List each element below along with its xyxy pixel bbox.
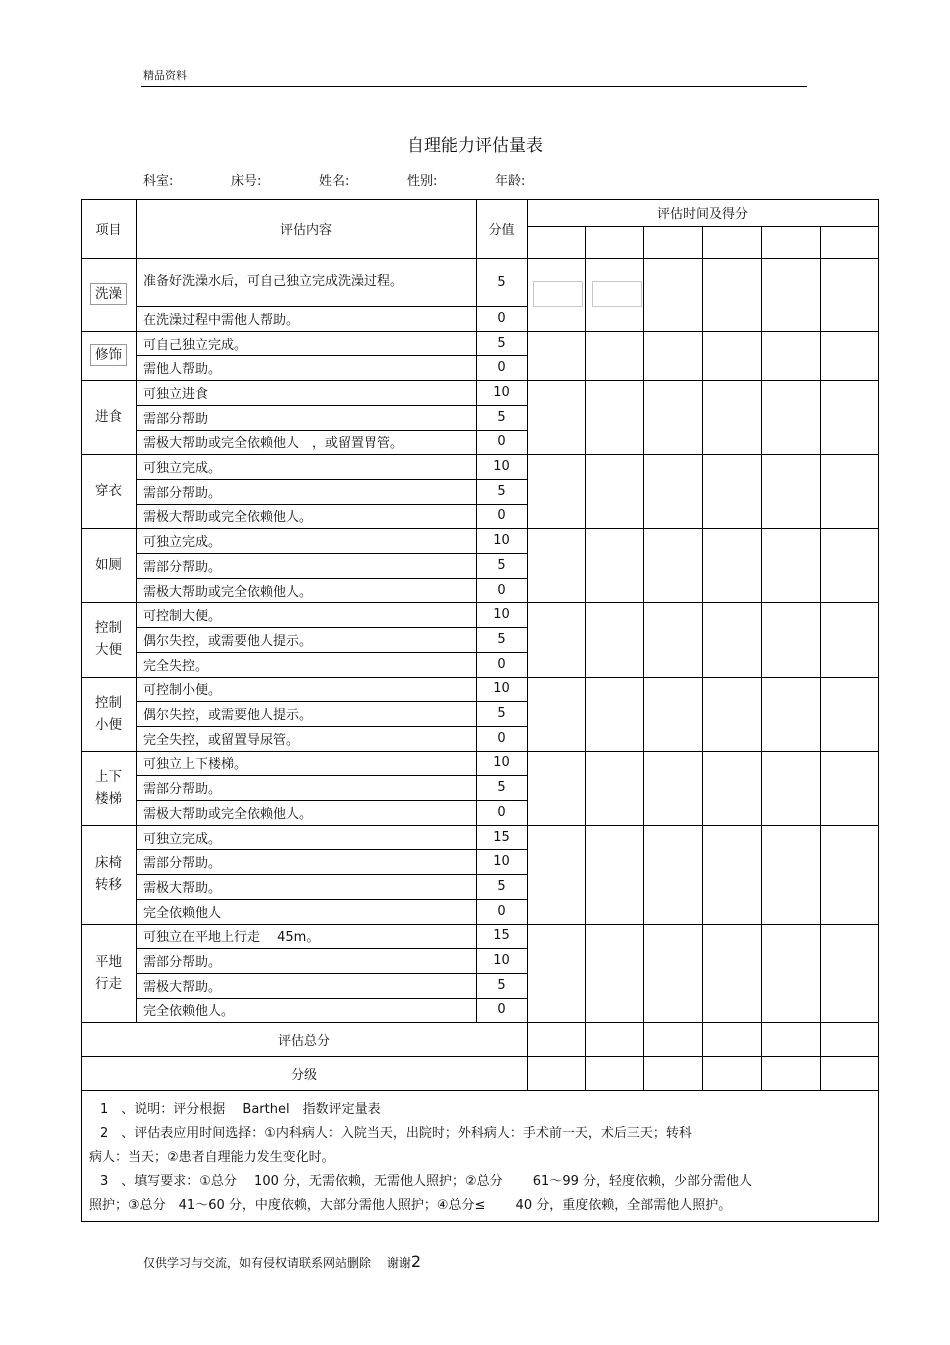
category-cell — [81, 924, 136, 1023]
table-right-border — [878, 199, 879, 1222]
content-cell — [136, 701, 476, 726]
field-gender: 性别: — [407, 174, 438, 189]
score-cell — [476, 998, 527, 1023]
score-cell — [476, 726, 527, 751]
score-cell-text: 10 — [493, 854, 510, 870]
score-cell — [476, 405, 527, 430]
header-item — [81, 199, 136, 258]
content-text: 可独立进食 — [143, 386, 209, 402]
category-name: 修饰 — [90, 344, 127, 366]
time-column-line — [585, 226, 586, 1090]
score-cell — [476, 355, 527, 380]
content-cell — [136, 726, 476, 751]
score-cell-text: 0 — [497, 804, 506, 820]
header-content — [136, 199, 476, 258]
field-bed-number: 床号: — [231, 174, 262, 189]
score-cell — [476, 528, 527, 553]
content-cell — [136, 874, 476, 899]
content-text: 可控制大便。 — [143, 609, 222, 625]
field-age: 年龄: — [495, 174, 526, 189]
content-cell — [136, 849, 476, 874]
content-text: 完全失控。 — [143, 658, 209, 674]
header-assessment-time — [527, 199, 878, 226]
category-cell — [81, 258, 136, 331]
content-text: 可独立完成。 — [143, 831, 222, 847]
category-cell — [81, 331, 136, 380]
content-text: 准备好洗澡水后，可自己独立完成洗澡过程。 — [143, 274, 404, 289]
score-cell — [476, 652, 527, 677]
score-cell-text: 10 — [493, 607, 510, 623]
total-score-label — [81, 1022, 527, 1056]
time-column-line — [761, 226, 762, 1090]
score-cell — [476, 825, 527, 850]
category-name: 平地行走 — [95, 953, 122, 992]
header-time-divider — [527, 226, 879, 227]
content-cell — [136, 825, 476, 850]
score-cell-text: 0 — [497, 656, 506, 672]
score-entry-box[interactable] — [533, 281, 583, 307]
score-cell-text: 0 — [497, 582, 506, 598]
score-cell-text: 0 — [497, 310, 506, 326]
content-text: 可自己独立完成。 — [143, 337, 248, 353]
category-cell — [81, 380, 136, 454]
score-cell-text: 5 — [497, 483, 506, 499]
content-text: 偶尔失控，或需要他人提示。 — [143, 633, 313, 649]
content-cell — [136, 504, 476, 529]
header-score — [476, 199, 527, 258]
grade-divider — [81, 1090, 879, 1091]
content-cell — [136, 454, 476, 479]
category-cell — [81, 751, 136, 825]
content-text: 完全失控，或留置导尿管。 — [143, 732, 300, 748]
content-cell — [136, 355, 476, 380]
category-cell — [81, 454, 136, 528]
content-text: 可独立完成。 — [143, 461, 222, 477]
score-cell-text: 5 — [497, 780, 506, 796]
table-bottom-border — [81, 1221, 879, 1222]
content-cell — [136, 405, 476, 430]
field-department: 科室: — [143, 174, 174, 189]
content-cell — [136, 553, 476, 578]
category-cell — [81, 825, 136, 924]
score-cell-text: 15 — [493, 829, 510, 845]
score-column-line — [527, 199, 528, 1090]
content-text: 需极大帮助或完全依赖他人 ，或留置胃管。 — [143, 436, 404, 452]
content-cell — [136, 677, 476, 702]
category-name: 上下楼梯 — [95, 768, 122, 807]
category-cell — [81, 528, 136, 602]
score-cell — [476, 602, 527, 627]
content-cell — [136, 479, 476, 504]
item-column-line — [136, 199, 137, 1022]
score-cell-text: 0 — [497, 360, 506, 376]
time-column-line — [702, 226, 703, 1090]
score-cell — [476, 306, 527, 331]
score-cell-text: 10 — [493, 755, 510, 771]
score-cell-text: 5 — [497, 274, 506, 290]
page-footer — [143, 1252, 421, 1271]
score-cell-text: 10 — [493, 953, 510, 969]
grade-label-text: 分级 — [290, 1067, 317, 1083]
content-text: 需部分帮助。 — [143, 955, 222, 971]
score-cell — [476, 775, 527, 800]
note-line: 照护；③总分 41～60 分，中度依赖，大部分需他人照护；④总分≤ 40 分，重度依赖，全部需他人照护。 — [89, 1198, 732, 1213]
total-score-label-text: 评估总分 — [277, 1033, 330, 1049]
time-column-line — [820, 226, 821, 1090]
header-item-text: 项目 — [95, 223, 122, 238]
score-cell-text: 10 — [493, 681, 510, 697]
table-top-border — [81, 199, 879, 200]
category-name: 进食 — [95, 409, 122, 426]
header-divider — [141, 86, 807, 87]
header-assessment-time-text: 评估时间及得分 — [656, 207, 748, 222]
content-text: 偶尔失控，或需要他人提示。 — [143, 708, 313, 724]
score-cell — [476, 578, 527, 603]
score-cell-text: 5 — [497, 335, 506, 351]
score-cell-text: 0 — [497, 730, 506, 746]
score-cell-text: 0 — [497, 903, 506, 919]
field-name: 姓名: — [319, 174, 350, 189]
content-cell — [136, 924, 476, 949]
note-line: 3 、填写要求：①总分 100 分，无需依赖，无需他人照护；②总分 61～99 分，轻度依赖，少部分需他人 — [100, 1174, 753, 1189]
score-cell-text: 5 — [497, 409, 506, 425]
content-cell — [136, 528, 476, 553]
document-title: 自理能力评估量表 — [407, 136, 543, 156]
score-cell-text: 10 — [493, 384, 510, 400]
content-cell — [136, 948, 476, 973]
page-number: 2 — [410, 1252, 422, 1271]
content-cell — [136, 775, 476, 800]
content-text: 需部分帮助。 — [143, 782, 222, 798]
category-name: 如厕 — [95, 557, 122, 574]
content-cell — [136, 800, 476, 825]
content-cell — [136, 627, 476, 652]
score-cell — [476, 380, 527, 405]
content-cell — [136, 998, 476, 1023]
score-cell — [476, 899, 527, 924]
note-line: 2 、评估表应用时间选择：①内科病人：入院当天，出院时；外科病人：手术前一天，术后三天；转科 — [100, 1126, 692, 1141]
header-score-text: 分值 — [488, 223, 515, 238]
score-cell — [476, 924, 527, 949]
score-cell — [476, 258, 527, 306]
category-cell — [81, 602, 136, 676]
category-name: 穿衣 — [95, 483, 122, 500]
content-text: 需极大帮助或完全依赖他人。 — [143, 510, 313, 526]
grade-label — [81, 1056, 527, 1090]
score-cell — [476, 800, 527, 825]
content-cell — [136, 973, 476, 998]
content-text: 完全依赖他人 — [143, 905, 222, 921]
content-text: 需部分帮助。 — [143, 559, 222, 575]
content-cell — [136, 899, 476, 924]
score-cell — [476, 973, 527, 998]
score-cell — [476, 454, 527, 479]
content-cell — [136, 751, 476, 776]
score-cell — [476, 874, 527, 899]
score-cell — [476, 677, 527, 702]
score-cell-text: 5 — [497, 557, 506, 573]
score-cell-text: 0 — [497, 434, 506, 450]
content-cell — [136, 430, 476, 455]
score-cell — [476, 553, 527, 578]
content-text: 需部分帮助。 — [143, 856, 222, 872]
content-text: 需部分帮助 — [143, 411, 209, 427]
content-cell — [136, 306, 476, 331]
score-cell — [476, 948, 527, 973]
score-cell-text: 5 — [497, 631, 506, 647]
score-cell — [476, 849, 527, 874]
category-name: 控制大便 — [95, 620, 122, 659]
score-cell — [476, 331, 527, 356]
content-text: 可独立完成。 — [143, 535, 222, 551]
footer-text: 仅供学习与交流，如有侵权请联系网站删除 谢谢 — [143, 1256, 411, 1270]
content-cell — [136, 258, 476, 306]
content-cell — [136, 578, 476, 603]
score-cell-text: 0 — [497, 508, 506, 524]
score-cell-text: 5 — [497, 706, 506, 722]
content-text: 需极大帮助。 — [143, 880, 222, 896]
category-cell — [81, 677, 136, 751]
content-text: 完全依赖他人。 — [143, 1004, 235, 1020]
content-cell — [136, 652, 476, 677]
content-text: 可独立上下楼梯。 — [143, 757, 248, 773]
content-cell — [136, 602, 476, 627]
score-cell — [476, 751, 527, 776]
category-name: 洗澡 — [90, 283, 127, 305]
score-cell — [476, 701, 527, 726]
score-entry-box[interactable] — [592, 281, 642, 307]
time-column-line — [643, 226, 644, 1090]
content-text: 可控制小便。 — [143, 683, 222, 699]
score-cell-text: 5 — [497, 878, 506, 894]
score-cell-text: 0 — [497, 1002, 506, 1018]
content-text: 在洗澡过程中需他人帮助。 — [143, 312, 300, 328]
content-text: 需部分帮助。 — [143, 485, 222, 501]
content-cell — [136, 331, 476, 356]
score-cell — [476, 504, 527, 529]
content-column-line — [476, 199, 477, 1022]
score-cell-text: 10 — [493, 533, 510, 549]
category-name: 控制小便 — [95, 694, 122, 733]
page-header-label: 精品资料 — [143, 69, 187, 82]
score-cell-text: 5 — [497, 977, 506, 993]
header-content-text: 评估内容 — [279, 223, 332, 238]
content-text: 需他人帮助。 — [143, 362, 222, 378]
category-name: 床椅转移 — [95, 855, 122, 894]
content-text: 可独立在平地上行走 45m。 — [143, 930, 320, 946]
score-cell — [476, 430, 527, 455]
content-text: 需极大帮助。 — [143, 979, 222, 995]
content-text: 需极大帮助或完全依赖他人。 — [143, 806, 313, 822]
score-cell — [476, 627, 527, 652]
table-left-border — [81, 199, 82, 1221]
score-cell-text: 10 — [493, 459, 510, 475]
note-line: 1 、说明：评分根据 Barthel 指数评定量表 — [100, 1102, 381, 1117]
note-line: 病人：当天；②患者自理能力发生变化时。 — [89, 1150, 335, 1165]
score-cell-text: 15 — [493, 928, 510, 944]
score-cell — [476, 479, 527, 504]
content-cell — [136, 380, 476, 405]
content-text: 需极大帮助或完全依赖他人。 — [143, 584, 313, 600]
